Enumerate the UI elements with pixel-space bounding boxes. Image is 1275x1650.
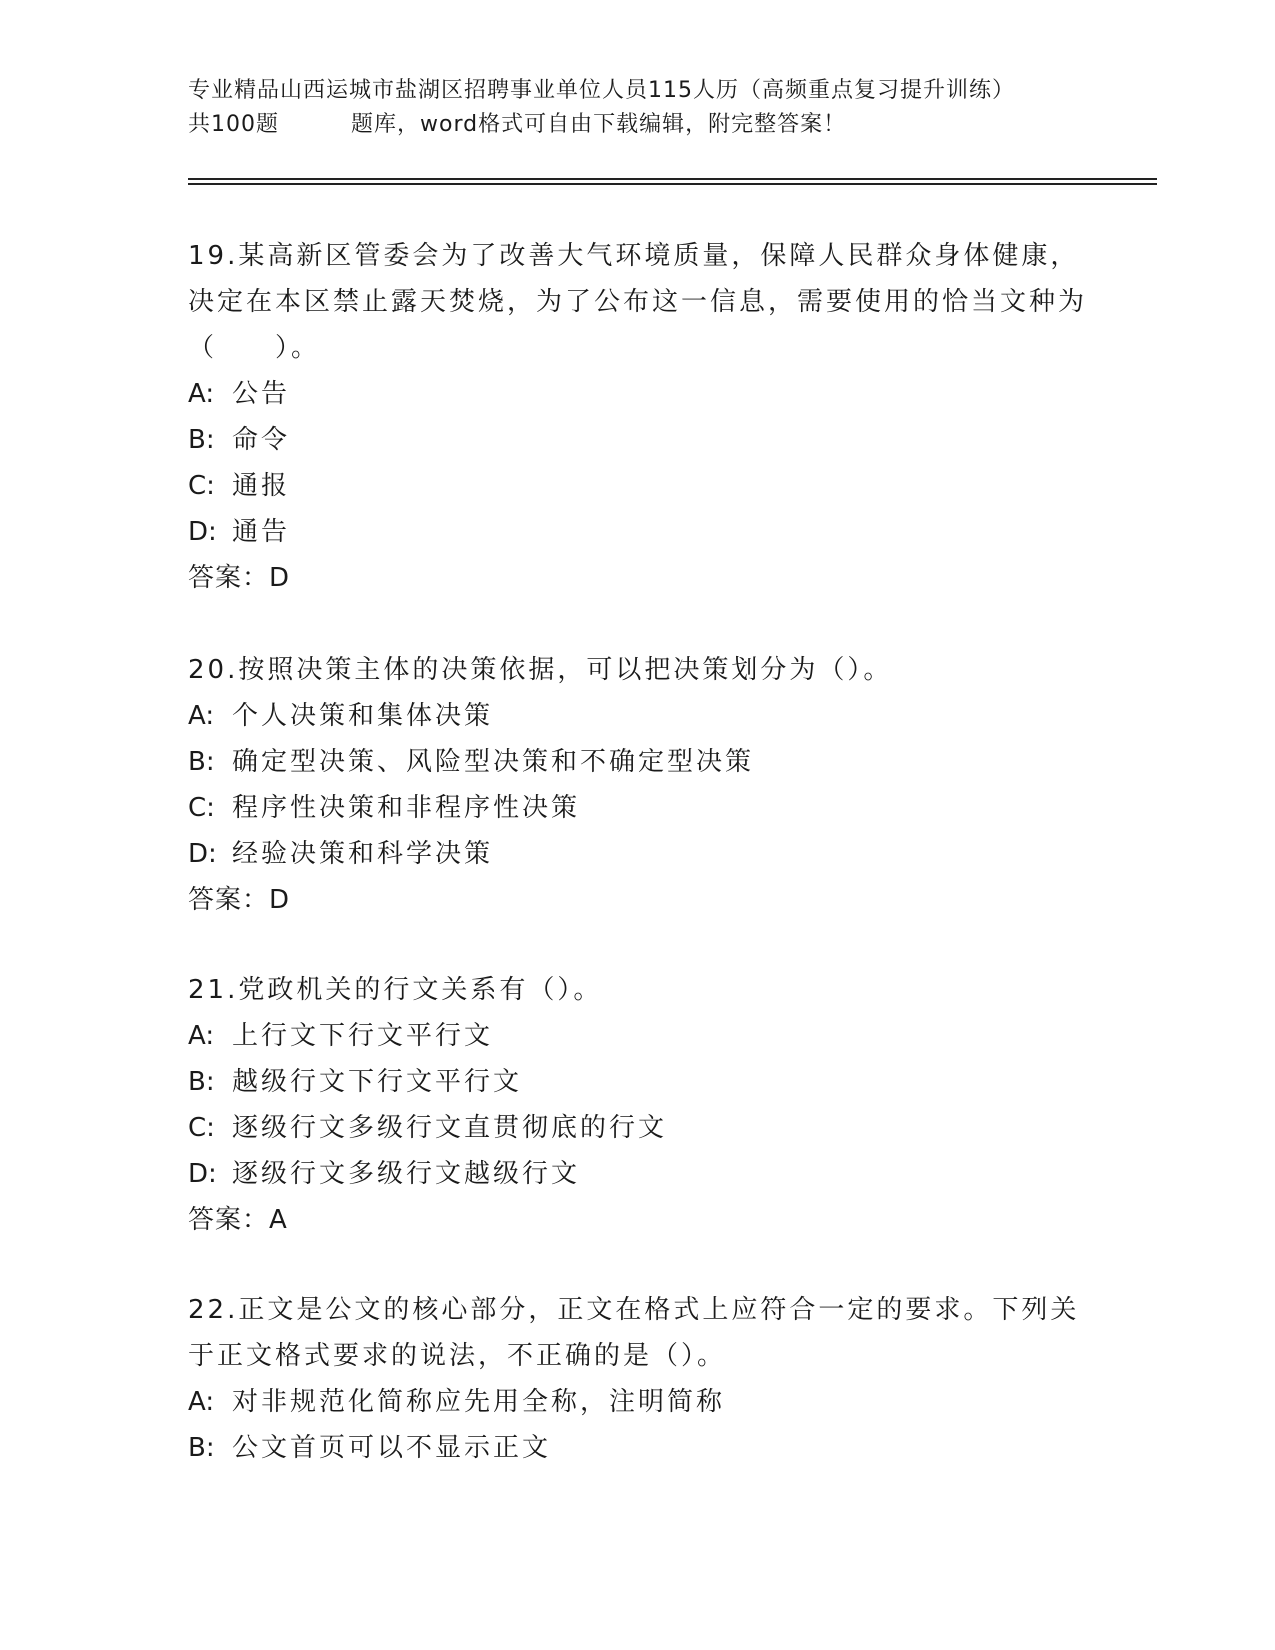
- option-b: [188, 1059, 1088, 1105]
- answer-line: 答案：A: [188, 1205, 288, 1235]
- option-letter: C:: [188, 1113, 215, 1143]
- question-20: [188, 647, 1088, 923]
- option-b: [188, 1425, 1088, 1471]
- option-letter: B:: [188, 1433, 215, 1463]
- answer-line: 答案：D: [188, 563, 291, 593]
- option-text: 经验决策和科学决策: [232, 839, 494, 869]
- document-header: [188, 74, 1088, 142]
- question-stem: 20.按照决策主体的决策依据，可以把决策划分为（）。: [188, 655, 893, 685]
- option-text: 命令: [232, 425, 291, 455]
- option-a: [188, 693, 1088, 739]
- header-format-note: 题库，word格式可自由下载编辑，附完整答案！: [351, 112, 847, 137]
- header-divider-bottom: [188, 183, 1157, 185]
- question-21: [188, 967, 1088, 1243]
- header-subtitle-line: [188, 108, 1088, 142]
- option-c: [188, 463, 1088, 509]
- option-letter: C:: [188, 471, 215, 501]
- question-19: [188, 233, 1088, 601]
- option-text: 对非规范化简称应先用全称，注明简称: [232, 1387, 726, 1417]
- option-letter: A:: [188, 1021, 215, 1051]
- option-letter: A:: [188, 701, 215, 731]
- option-a: [188, 1379, 1088, 1425]
- option-text: 个人决策和集体决策: [232, 701, 494, 731]
- option-text: 越级行文下行文平行文: [232, 1067, 523, 1097]
- option-c: [188, 1105, 1088, 1151]
- option-text: 公文首页可以不显示正文: [232, 1433, 552, 1463]
- option-text: 通报: [232, 471, 291, 501]
- option-text: 程序性决策和非程序性决策: [232, 793, 581, 823]
- option-text: 确定型决策、风险型决策和不确定型决策: [232, 747, 755, 777]
- option-letter: D:: [188, 839, 217, 869]
- option-letter: B:: [188, 425, 215, 455]
- option-text: 通告: [232, 517, 291, 547]
- option-d: [188, 831, 1088, 877]
- option-d: [188, 509, 1088, 555]
- answer-line: 答案：D: [188, 885, 291, 915]
- option-letter: A:: [188, 1387, 215, 1417]
- option-c: [188, 785, 1088, 831]
- option-d: [188, 1151, 1088, 1197]
- option-text: 逐级行文多级行文越级行文: [232, 1159, 581, 1189]
- option-letter: B:: [188, 747, 215, 777]
- question-stem: 19.某高新区管委会为了改善大气环境质量，保障人民群众身体健康，决定在本区禁止露天焚烧，为了公布这一信息，需要使用的恰当文种为（ ）。: [188, 241, 1088, 363]
- question-stem: 21.党政机关的行文关系有（）。: [188, 975, 603, 1005]
- question-22: [188, 1287, 1088, 1471]
- option-text: 公告: [232, 379, 291, 409]
- option-a: [188, 1013, 1088, 1059]
- header-title-line: 专业精品山西运城市盐湖区招聘事业单位人员115人历（高频重点复习提升训练）: [188, 78, 1015, 103]
- option-text: 上行文下行文平行文: [232, 1021, 494, 1051]
- header-question-count: 共100题: [188, 112, 279, 137]
- option-a: [188, 371, 1088, 417]
- header-divider-top: [188, 178, 1157, 180]
- option-letter: D:: [188, 517, 217, 547]
- option-letter: C:: [188, 793, 215, 823]
- option-letter: B:: [188, 1067, 215, 1097]
- option-b: [188, 739, 1088, 785]
- question-stem: 22.正文是公文的核心部分，正文在格式上应符合一定的要求。下列关于正文格式要求的说法，不正确的是（）。: [188, 1295, 1080, 1371]
- option-letter: D:: [188, 1159, 217, 1189]
- option-b: [188, 417, 1088, 463]
- option-letter: A:: [188, 379, 215, 409]
- option-text: 逐级行文多级行文直贯彻底的行文: [232, 1113, 668, 1143]
